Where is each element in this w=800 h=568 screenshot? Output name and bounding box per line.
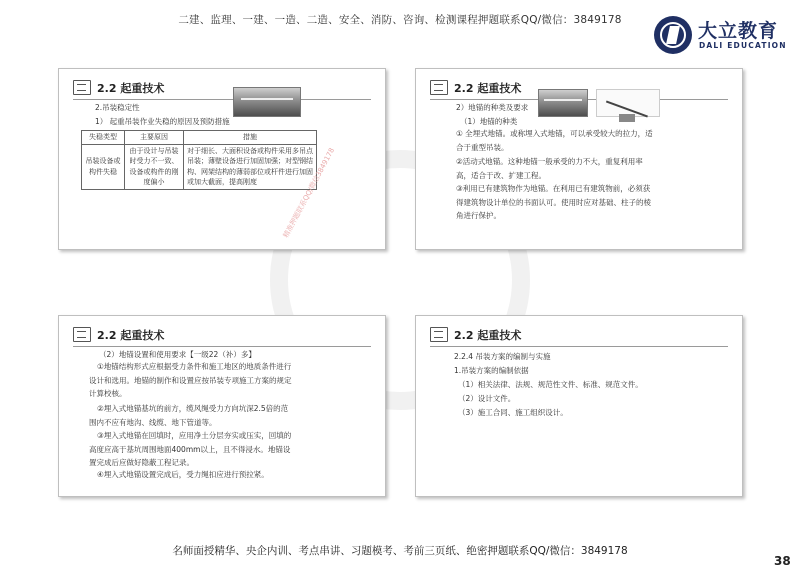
instability-table [81,130,317,190]
slide-title: 2.2 起重技术 [97,329,165,342]
slide-line: 2）地锚的种类及要求 [456,103,529,112]
slide-paragraph: ②埋入式地锚基坑的前方，缆风绳受力方向坑深2.5倍的范围内不应有地沟、线缆、地下管道等。 [89,404,289,427]
title-divider [73,99,371,100]
book-icon [73,327,91,342]
page-number: 38 [774,554,791,568]
slide-line: （1）相关法律、法规、规范性文件、标准、规范文件。 [458,380,643,389]
slide-item: 1） 起重吊装作业失稳的原因及预防措施 [95,117,230,126]
slide-title: 2.2 起重技术 [454,329,522,342]
slide-paragraph: ①地锚结构形式应根据受力条件和施工地区的地质条件进行设计和选用。地锚的制作和设置应按吊装专项施工方案的规定计算校核。 [89,362,292,398]
title-divider [430,346,728,347]
slide-line: 1.吊装方案的编制依据 [454,366,529,375]
crane-photo [233,87,301,117]
slide-paragraph: ③埋入式地锚在回填时，应用净土分层夯实或压实，回填的高度应高于基坑周围地面400mm以上，且不得浸水。地锚设置完成后应做好隐蔽工程记录。 [89,431,292,467]
slide-subtitle: 2.吊装稳定性 [95,103,140,112]
header-banner: 二建、监理、一建、一造、二造、安全、消防、咨询、检测课程押题联系QQ/微信：3849178 [178,14,622,26]
logo-seal-icon [654,16,692,54]
slide-1 [58,68,386,250]
book-icon [73,80,91,95]
slide-paragraph: ③利用已有建筑物作为地锚。在利用已有建筑物前，必须获得建筑物设计单位的书面认可。使用时应对基础、柱子的棱角进行保护。 [456,184,651,220]
table-cell: 对于细长、大面积设备或构件采用多吊点吊装；薄壁设备进行加固加强；对型钢结构、网架结构的薄弱部位或杆件进行加固或加大截面，提高刚度 [184,144,317,189]
slide-4 [415,315,743,497]
slide-3 [58,315,386,497]
footer-banner: 名师面授精华、央企内训、考点串讲、习题模考、考前三页纸、绝密押题联系QQ/微信：3849178 [172,545,628,557]
logo-name-en: DALI EDUCATION [699,41,787,50]
title-divider [73,346,371,347]
table-cell: 由于设计与吊装时受力不一致、设备或构件的刚度偏小 [125,144,184,189]
slide-paragraph: ① 全埋式地锚。或称埋入式地锚，可以承受较大的拉力，适合于重型吊装。 [456,129,653,152]
book-icon [430,80,448,95]
slide-line: （1）地锚的种类 [460,117,518,126]
slide-line: （3）施工合同、施工组织设计。 [458,408,568,417]
dali-education-logo [654,14,787,58]
table-header: 主要原因 [125,131,184,145]
book-icon [430,327,448,342]
diagonal-watermark: 精准押题联系QQ/微信3849178 [281,146,337,240]
slide-line: 2.2.4 吊装方案的编制与实施 [454,352,551,361]
table-header: 措施 [184,131,317,145]
table-header: 失稳类型 [82,131,125,145]
logo-name-cn: 大立教育 [698,20,779,42]
slide-line: （2）地锚设置和使用要求【一级22（补）多】 [99,350,256,359]
anchor-diagram [596,89,660,117]
table-row [82,144,317,189]
anchor-photo [538,89,588,117]
slide-paragraph: ④埋入式地锚设置完成后，受力绳扣应进行预拉紧。 [97,470,269,479]
table-cell: 吊装设备或构件失稳 [82,144,125,189]
slide-paragraph: ②活动式地锚。这种地锚一般承受的力不大，重复利用率高，适合于改、扩建工程。 [456,157,643,180]
slide-title: 2.2 起重技术 [97,82,165,95]
slide-line: （2）设计文件。 [458,394,516,403]
slide-title: 2.2 起重技术 [454,82,522,95]
slide-2 [415,68,743,250]
table-header-row [82,131,317,145]
